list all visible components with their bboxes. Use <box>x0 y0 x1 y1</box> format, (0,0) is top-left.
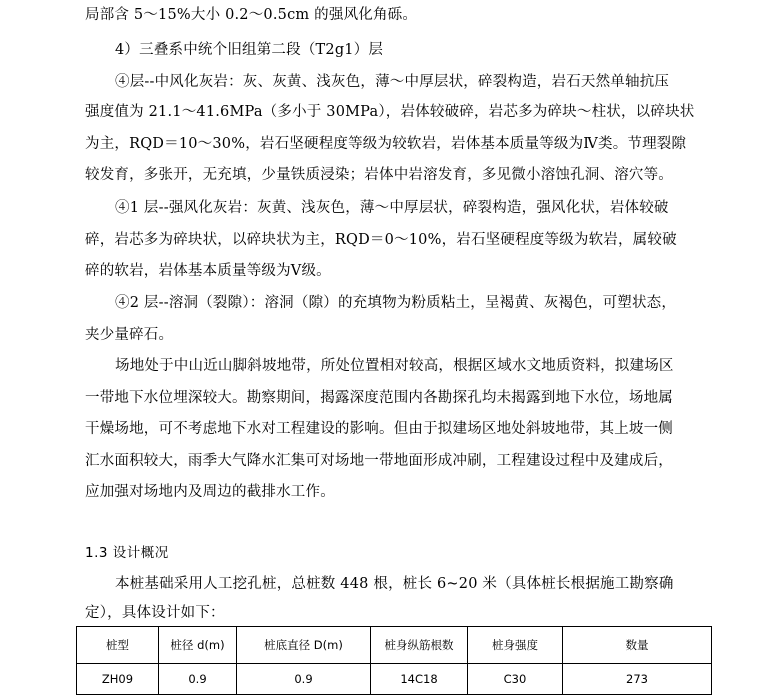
section-heading: 1.3 设计概况 <box>85 545 169 561</box>
paragraph-line: 应加强对场地内及周边的截排水工作。 <box>85 484 335 500</box>
table-header-row <box>77 627 712 664</box>
paragraph-line: 局部含 5～15%大小 0.2～0.5cm 的强风化角砾。 <box>85 7 418 23</box>
paragraph-line: 场地处于中山近山脚斜坡地带，所处位置相对较高，根据区域水文地质资料，拟建场区 <box>115 358 674 374</box>
paragraph-line: 强度值为 21.1～41.6MPa（多小于 30MPa），岩体较破碎，岩芯多为碎块～柱状，以碎块状 <box>85 104 695 120</box>
table-cell: ZH09 <box>77 664 159 695</box>
paragraph-line: 为主，RQD＝10～30%，岩石坚硬程度等级为较软岩，岩体基本质量等级为Ⅳ类。节理裂隙 <box>85 136 687 152</box>
paragraph-line: 较发育，多张开，无充填，少量铁质浸染；岩体中岩溶发育，多见微小溶蚀孔洞、溶穴等。 <box>85 167 673 183</box>
table-cell: 14C18 <box>371 664 468 695</box>
column-header: 桩身纵筋根数 <box>371 627 468 664</box>
paragraph-line: 定），具体设计如下： <box>85 605 225 621</box>
paragraph-line: 本桩基础采用人工挖孔桩，总桩数 448 根，桩长 6~20 米（具体桩长根据施工勘察确 <box>115 576 674 592</box>
paragraph-line: ④1 层--强风化灰岩：灰黄、浅灰色，薄～中厚层状，碎裂构造，强风化状，岩体较破 <box>115 200 669 216</box>
column-header: 桩径 d(m) <box>159 627 237 664</box>
table-cell: 0.9 <box>237 664 371 695</box>
paragraph-line: 一带地下水位埋深较大。勘察期间，揭露深度范围内各勘探孔均未揭露到地下水位，场地属 <box>85 390 673 406</box>
table-row <box>77 664 712 695</box>
paragraph-line: 碎的软岩，岩体基本质量等级为Ⅴ级。 <box>85 263 331 279</box>
paragraph-line: ④2 层--溶洞（裂隙）：溶洞（隙）的充填物为粉质粘土，呈褐黄、灰褐色，可塑状态， <box>115 295 677 311</box>
table-cell: C30 <box>468 664 563 695</box>
column-header: 桩身强度 <box>468 627 563 664</box>
paragraph-line: 夹少量碎石。 <box>85 327 174 343</box>
paragraph-line: 干燥场地，可不考虑地下水对工程建设的影响。但由于拟建场区地处斜坡地带，其上坡一侧 <box>85 421 673 437</box>
paragraph-line: 汇水面积较大，雨季大气降水汇集可对场地一带地面形成冲刷，工程建设过程中及建成后， <box>85 453 673 469</box>
column-header: 桩底直径 D(m) <box>237 627 371 664</box>
column-header: 桩型 <box>77 627 159 664</box>
table-cell: 0.9 <box>159 664 237 695</box>
paragraph-line: 碎，岩芯多为碎块状，以碎块状为主，RQD＝0～10%，岩石坚硬程度等级为软岩，属较破 <box>85 232 677 248</box>
column-header: 数量 <box>563 627 712 664</box>
paragraph-line: ④层--中风化灰岩：灰、灰黄、浅灰色，薄～中厚层状，碎裂构造，岩石天然单轴抗压 <box>115 74 670 90</box>
table-cell: 273 <box>563 664 712 695</box>
subsection-heading: 4）三叠系中统个旧组第二段（T2g1）层 <box>115 42 384 58</box>
